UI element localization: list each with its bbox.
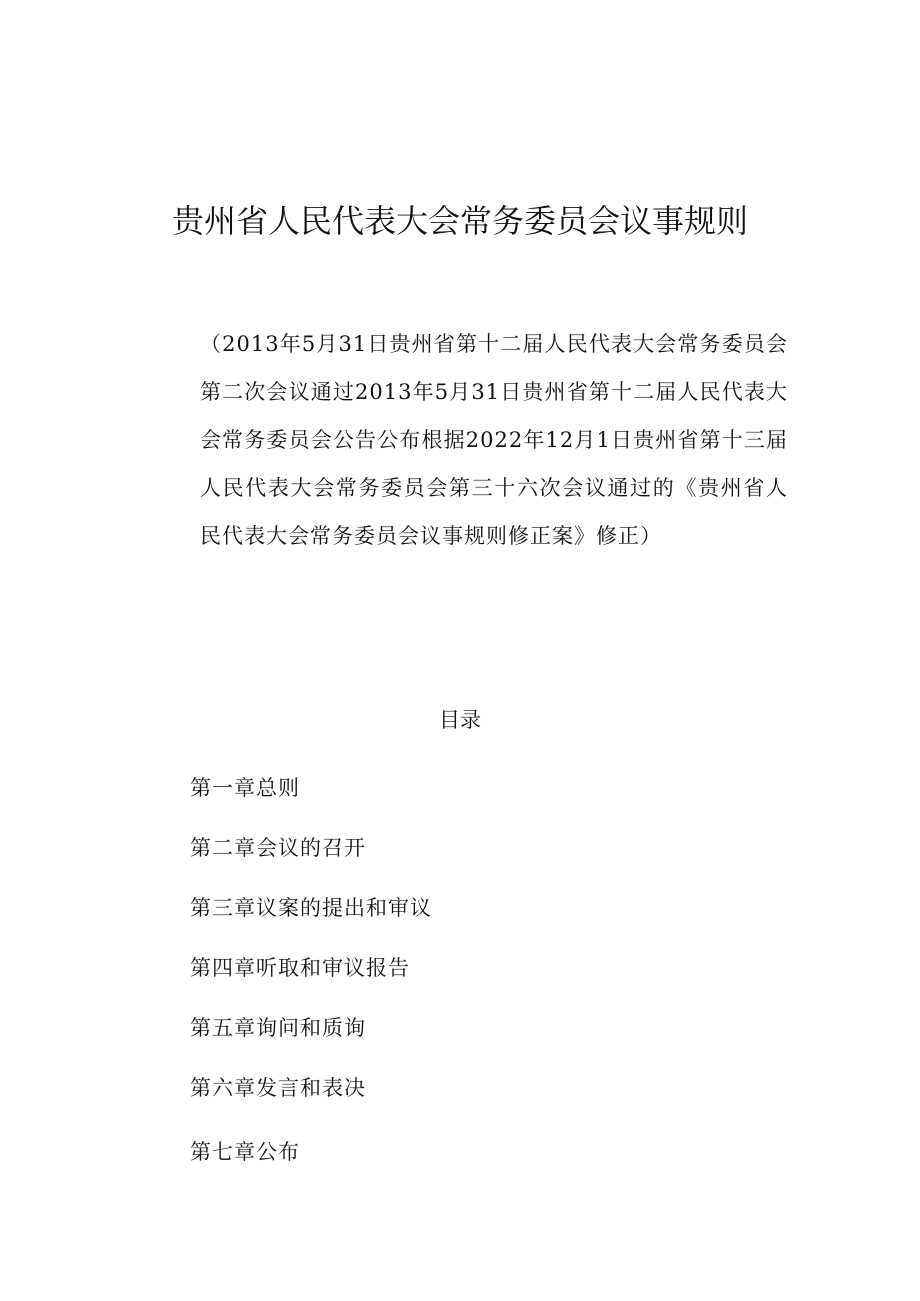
toc-item-chapter-2: 第二章会议的召开 <box>190 836 366 860</box>
toc-heading: 目录 <box>439 708 481 732</box>
toc-item-chapter-7: 第七章公布 <box>190 1140 300 1164</box>
toc-item-chapter-5: 第五章询问和质询 <box>190 1016 366 1040</box>
toc-item-chapter-6: 第六章发言和表决 <box>190 1076 366 1100</box>
table-of-contents <box>190 768 790 1192</box>
toc-item-chapter-1: 第一章总则 <box>190 776 300 800</box>
preamble-paragraph: （2013年5月31日贵州省第十二届人民代表大会常务委员会第二次会议通过2013年5月31日贵州省第十二届人民代表大会常务委员会公告公布根据2022年12月1日贵州省第十三届人民代表大会常务委员会第三十六次会议通过的《贵州省人民代表大会常务委员会议事规则修正案》修正） <box>200 332 788 548</box>
page-title: 贵州省人民代表大会常务委员会议事规则 <box>171 202 748 240</box>
toc-item-chapter-4: 第四章听取和审议报告 <box>190 956 410 980</box>
toc-item-chapter-3: 第三章议案的提出和审议 <box>190 896 432 920</box>
